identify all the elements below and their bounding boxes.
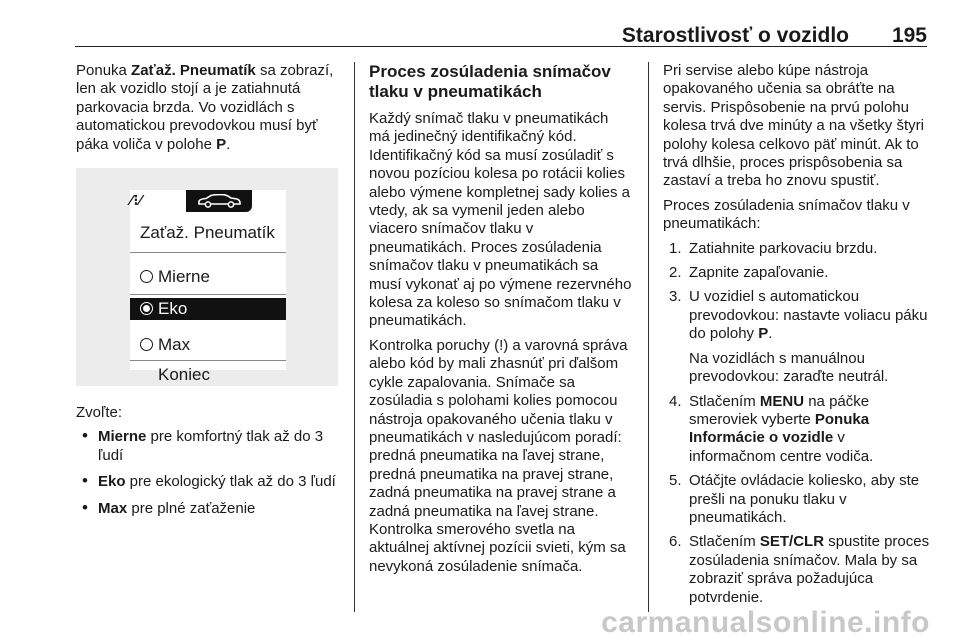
watermark: carmanualsonline.info: [601, 606, 930, 639]
step-number: 5.: [669, 472, 682, 490]
menu-title: Zaťaž. Pneumatík: [140, 223, 275, 243]
option-mierne[interactable]: Mierne: [140, 266, 210, 288]
step-number: 1.: [669, 239, 682, 257]
step-item: [663, 288, 931, 386]
column-divider-1: [354, 62, 355, 612]
radio-empty-icon: [140, 270, 153, 283]
step-number: 2.: [669, 264, 682, 282]
radio-selected-icon: [140, 302, 153, 315]
paragraph-sensor-id: Každý snímač tlaku v pneumatikách má jedinečný identifikačný kód. Identifikačný kód sa musí zosúladiť s novou pozíciou kolesa po rotácii kolies alebo výmene kompletnej sady kolies a vtedy, ak sa vymenil jeden alebo viacero snímačov tlaku v pneumatikách. Proces zosúladenia snímačov tlaku v pneumatikách sa musí vykonať aj po výmene rezervného kolesa za koleso so snímačom tlaku v pneumatikách.: [369, 110, 632, 330]
page-header: [75, 14, 927, 47]
column-3: [663, 62, 931, 613]
step-item: [663, 393, 931, 467]
steps-list: [663, 240, 931, 607]
step-item: [663, 240, 931, 258]
display-screen: [130, 190, 286, 385]
paragraph-process-intro: Proces zosúladenia snímačov tlaku v pneumatikách:: [663, 196, 910, 233]
bullet-mierne: • Mierne pre komfortný tlak až do 3 ľudí: [76, 428, 338, 465]
choose-label: Zvoľte:: [76, 404, 123, 422]
column-1: [76, 62, 338, 526]
option-eko[interactable]: Eko: [130, 298, 286, 320]
option-max[interactable]: Max: [140, 334, 190, 356]
step-note: Na vozidlách s manuálnou prevodovkou: zaraďte neutrál.: [689, 349, 889, 386]
column-divider-2: [648, 62, 649, 612]
intro-paragraph: Ponuka Zaťaž. Pneumatík sa zobrazí, len ak vozidlo stojí a je zatiahnutá parkovacia brzda. Vo vozidlách s automatickou prevodovkou musí byť páka voliča v polohe P.: [76, 62, 334, 153]
page-number: 195: [891, 24, 927, 47]
step-text: Stlačením SET/CLR spustite proces zosúladenia snímačov. Mala by sa zobraziť správa požadujúca potvrdenie.: [689, 533, 930, 606]
column-2: [369, 62, 633, 582]
radio-empty-icon: [140, 338, 153, 351]
step-number: 4.: [669, 392, 682, 410]
page-title: Starostlivosť o vozidlo: [621, 24, 849, 47]
step-text: Zatiahnite parkovaciu brzdu.: [689, 239, 878, 257]
step-item: [663, 472, 931, 527]
separator: [130, 252, 286, 253]
section-title: Proces zosúladenia snímačov tlaku v pneumatikách: [369, 62, 611, 101]
display-illustration: [76, 168, 338, 386]
step-number: 3.: [669, 288, 682, 306]
option-koniec[interactable]: Koniec: [158, 365, 210, 385]
separator: [130, 360, 286, 361]
step-text: Stlačením MENU na páčke smeroviek vyberte Ponuka Informácie o vozidle v informačnom centre vodiča.: [689, 392, 874, 465]
step-text: Otáčjte ovládacie koliesko, aby ste prešli na ponuku tlaku v pneumatikách.: [689, 472, 920, 526]
paragraph-warning-light: Kontrolka poruchy (!) a varovná správa alebo kód by mali zhasnúť pri ďalšom cykle zapalovania. Snímače sa zosúladia s polohami kolies pomocou nástroja opakovaného učenia tlaku v pneumatikách v nasledujúcom poradí: predná pneumatika na ľavej strane, predná pneumatika na pravej strane, zadná pneumatika na pravej strane a zadná pneumatika na ľavej strane. Kontrolka smerového svetla na aktuálnej aktívnej pozícii svieti, kým sa nevykoná zosúladenie snímača.: [369, 336, 628, 575]
car-icon: [196, 194, 242, 208]
step-number: 6.: [669, 533, 682, 551]
step-text: U vozidiel s automatickou prevodovkou: nastavte voliacu páku do polohy P.: [689, 288, 928, 343]
paragraph-service: Pri servise alebo kúpe nástroja opakovaného učenia sa obráťte na servis. Prispôsobenie na prvú polohu kolesa trvá dve minúty a na všetky štyri polohy kolesa celkovo päť minút. Ak to trvá dlhšie, proces prispôsobenia sa zastaví a treba ho znovu spustiť.: [663, 62, 924, 190]
bullet-eko: • Eko pre ekologický tlak až do 3 ľudí: [76, 473, 338, 491]
car-tab: [186, 190, 252, 212]
separator: [130, 294, 286, 295]
road-symbols-icon: ⁄⁝⁄: [130, 192, 143, 210]
step-text: Zapnite zapaľovanie.: [689, 264, 829, 282]
display-topbar: [130, 190, 286, 212]
tire-warning-icon: (!): [494, 336, 509, 354]
bullet-max: • Max pre plné zaťaženie: [76, 500, 338, 518]
step-item: [663, 533, 931, 607]
step-item: [663, 264, 931, 282]
